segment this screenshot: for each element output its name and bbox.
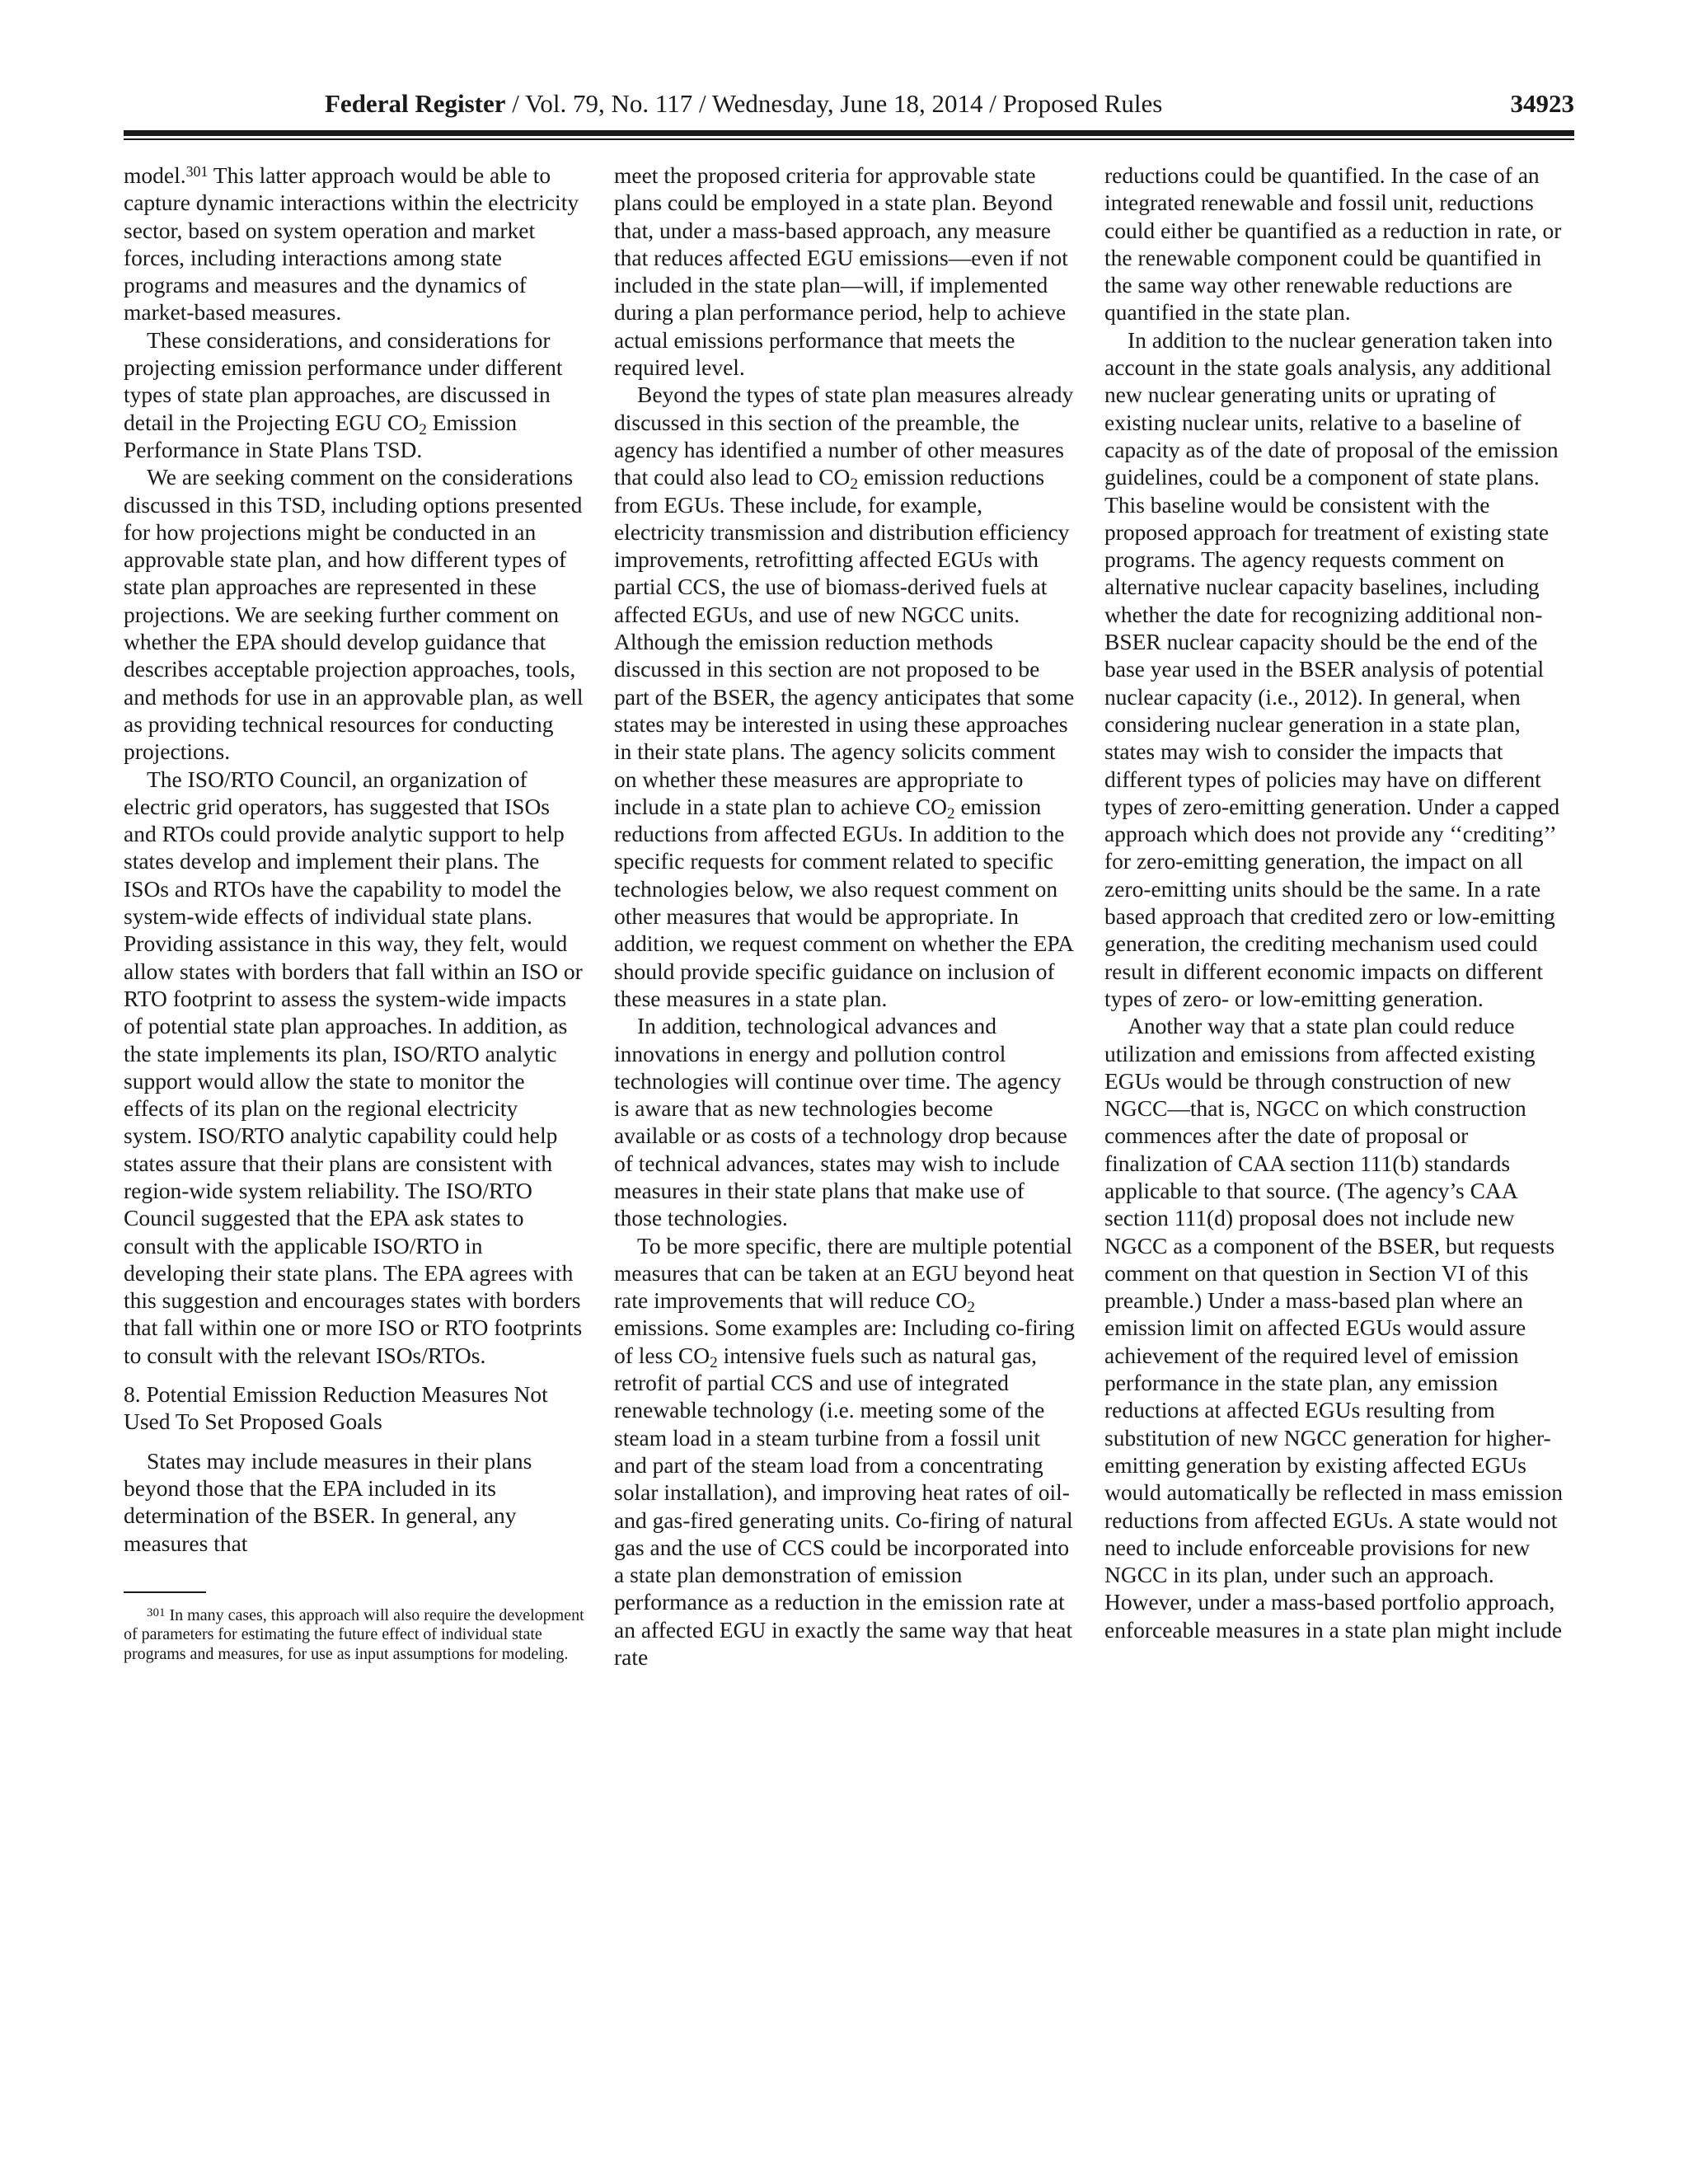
header-rule-thin: [124, 138, 1574, 140]
journal-name: Federal Register: [325, 89, 506, 118]
column-3: [1104, 162, 1566, 1643]
paragraph: Another way that a state plan could reduce utilization and emissions from affected existing EGUs would be through construction of new NGCC—that is, NGCC on which construction commences after the date of proposal or finalization of CAA section 111(b) standards applicable to that source. (The agency’s CAA section 111(d) proposal does not include new NGCC as a component of the BSER, but requests comment on that question in Section VI of this preamble.) Under a mass-based plan where an emission limit on affected EGUs would assure achievement of the required level of emission performance in the state plan, any emission reductions at affected EGUs resulting from substitution of new NGCC generation for higher-emitting generation by existing affected EGUs would automatically be reflected in mass emission reductions from affected EGUs. A state would not need to include enforceable provisions for new NGCC in its plan, under such an approach. However, under a mass-based portfolio approach, enforceable measures in a state plan might include: [1104, 1013, 1563, 1643]
column-2: [614, 162, 1076, 1671]
paragraph: We are seeking comment on the considerations discussed in this TSD, including options presented for how projections might be conducted in an approvable state plan, and how different types of state plan approaches are represented in these projections. We are seeking further comment on whether the EPA should develop guidance that describes acceptable projection approaches, tools, and methods for use in an approvable plan, as well as providing technical resources for conducting projections.: [124, 464, 584, 765]
section-heading: 8. Potential Emission Reduction Measures Not Used To Set Proposed Goals: [124, 1381, 548, 1435]
header-rule-thick: [124, 130, 1574, 136]
paragraph: model.$^{301}$ This latter approach would be able to capture dynamic interactions within the electricity sector, based on system operation and market forces, including interactions among state programs and measures and the dynamics of market-based measures.: [124, 162, 579, 326]
footnote-rule: [124, 1591, 206, 1593]
paragraph: To be more specific, there are multiple potential measures that can be taken at an EGU beyond heat rate improvements that will reduce $CO_2$ emissions. Some examples are: Including co-firing of less $CO_2$ intensive fuels such as natural gas, retrofit of partial CCS and use of integrated renewable technology (i.e. meeting some of the steam load in a steam turbine from a fossil unit and part of the steam load from a concentrating solar installation), and improving heat rates of oil- and gas-fired generating units. Co-firing of natural gas and the use of CCS could be incorporated into a state plan demonstration of emission performance as a reduction in the emission rate at an affected EGU in exactly the same way that heat rate: [614, 1232, 1076, 1671]
page-number: 34923: [1510, 89, 1574, 118]
column-1: [124, 162, 585, 1664]
header-title: [325, 89, 1162, 119]
paragraph: meet the proposed criteria for approvable state plans could be employed in a state plan. Beyond that, under a mass-based approach, any measure that reduces affected EGU emissions—even if not included in the state plan—will, if implemented during a plan performance period, help to achieve actual emissions performance that meets the required level.: [614, 162, 1068, 381]
paragraph: The ISO/RTO Council, an organization of electric grid operators, has suggested that ISOs and RTOs could provide analytic support to help states develop and implement their plans. The ISOs and RTOs have the capability to model the system-wide effects of individual state plans. Providing assistance in this way, they felt, would allow states with borders that fall within an ISO or RTO footprint to assess the system-wide impacts of potential state plan approaches. In addition, as the state implements its plan, ISO/RTO analytic support would allow the state to monitor the effects of its plan on the regional electricity system. ISO/RTO analytic capability could help states assure that their plans are consistent with region-wide system reliability. The ISO/RTO Council suggested that the EPA ask states to consult with the applicable ISO/RTO in developing their state plans. The EPA agrees with this suggestion and encourages states with borders that fall within one or more ISO or RTO footprints to consult with the relevant ISOs/RTOs.: [124, 766, 583, 1368]
paragraph: In addition, technological advances and innovations in energy and pollution control technologies will continue over time. The agency is aware that as new technologies become available or as costs of a technology drop because of technical advances, states may wish to include measures in their state plans that make use of those technologies.: [614, 1013, 1067, 1231]
paragraph: States may include measures in their plans beyond those that the EPA included in its determination of the BSER. In general, any measures that: [124, 1447, 532, 1556]
paragraph: These considerations, and considerations for projecting emission performance under different types of state plan approaches, are discussed in detail in the Projecting EGU $CO_2$ Emission Performance in State Plans TSD.: [124, 326, 563, 462]
paragraph: Beyond the types of state plan measures already discussed in this section of the preamble, the agency has identified a number of other measures that could also lead to $CO_2$ emission reductions from EGUs. These include, for example, electricity transmission and distribution efficiency improvements, retrofitting affected EGUs with partial CCS, the use of biomass-derived fuels at affected EGUs, and use of new NGCC units. Although the emission reduction methods discussed in this section are not proposed to be part of the BSER, the agency anticipates that some states may be interested in using these approaches in their state plans. The agency solicits comment on whether these measures are appropriate to include in a state plan to achieve $CO_2$ emission reductions from affected EGUs. In addition to the specific requests for comment related to specific technologies below, we also request comment on other measures that would be appropriate. In addition, we request comment on whether the EPA should provide specific guidance on inclusion of these measures in a state plan.: [614, 382, 1075, 1011]
footnote-number: 301: [147, 1605, 166, 1619]
footnote: $^{301}$ In many cases, this approach will also require the development of parameters for estimating the future effect of individual state programs and measures, for use as input assumptions for modeling.: [124, 1605, 584, 1663]
paragraph: In addition to the nuclear generation taken into account in the state goals analysis, any additional new nuclear generating units or uprating of existing nuclear units, relative to a baseline of capacity as of the date of proposal of the emission guidelines, could be a component of state plans. This baseline would be consistent with the proposed approach for treatment of existing state programs. The agency requests comment on alternative nuclear capacity baselines, including whether the date for recognizing additional non-BSER nuclear capacity should be the end of the base year used in the BSER analysis of potential nuclear capacity (i.e., 2012). In general, when considering nuclear generation in a state plan, states may wish to consider the impacts that different types of policies may have on different types of zero-emitting generation. Under a capped approach which does not provide any ‘‘crediting’’ for zero-emitting generation, the impact on all zero-emitting units should be the same. In a rate based approach that credited zero or low-emitting generation, the crediting mechanism used could result in different economic impacts on different types of zero- or low-emitting generation.: [1104, 326, 1560, 1011]
footnote-ref: 301: [185, 162, 209, 180]
issue-info: / Vol. 79, No. 117 / Wednesday, June 18, 2014 / Proposed Rules: [505, 89, 1163, 118]
page-header: [124, 86, 1574, 127]
paragraph: reductions could be quantified. In the case of an integrated renewable and fossil unit, reductions could either be quantified as a reduction in rate, or the renewable component could be quantified in the same way other renewable reductions are quantified in the state plan.: [1104, 162, 1562, 326]
